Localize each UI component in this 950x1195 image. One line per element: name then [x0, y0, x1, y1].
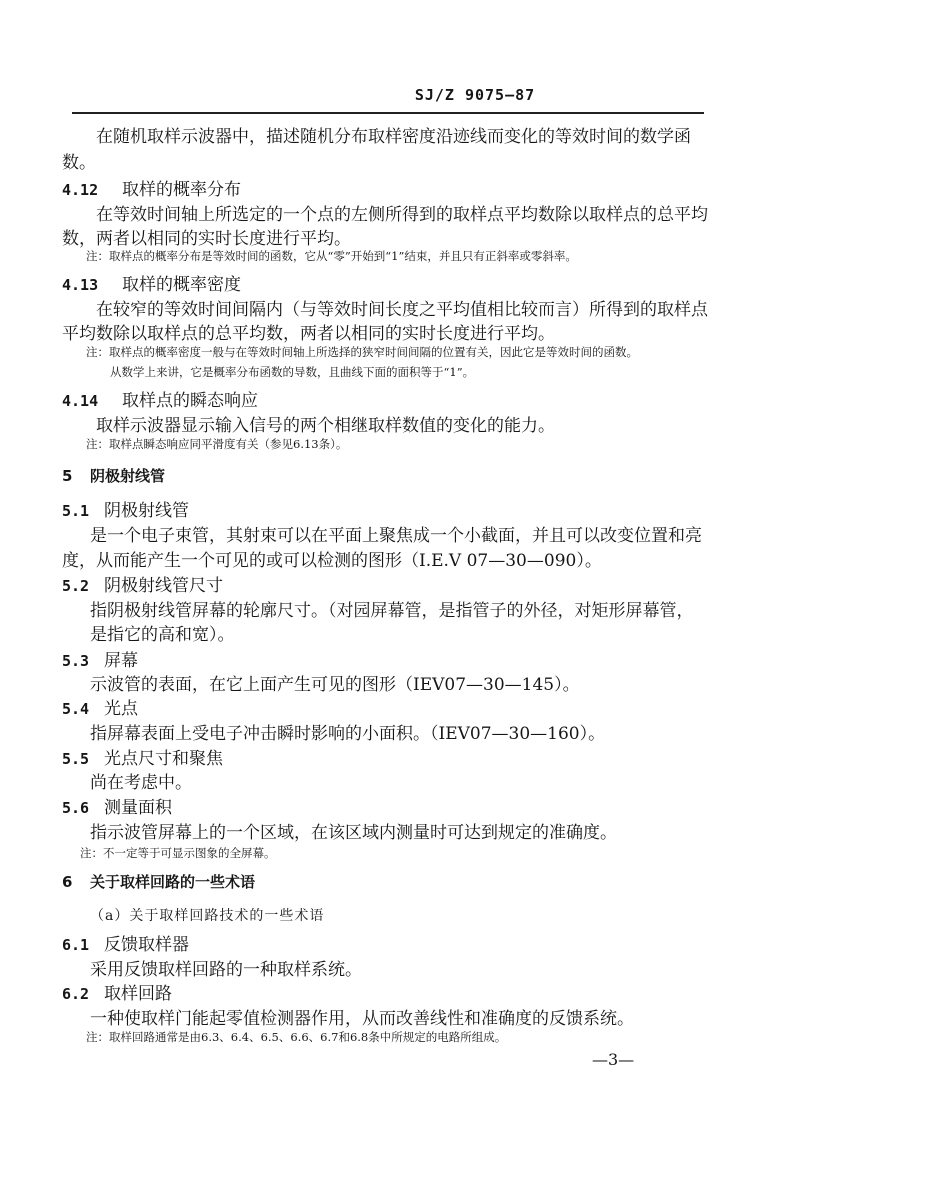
clause-5-4-heading [62, 694, 138, 719]
clause-number: 5.6 [62, 799, 90, 817]
section-6-heading [62, 871, 255, 892]
clause-title: 测量面积 [104, 798, 172, 818]
clause-number: 4.14 [62, 392, 99, 410]
paragraph-line: 取样示波器显示输入信号的两个相继取样数值的变化的能力。 [96, 416, 555, 436]
clause-title: 取样点的瞬态响应 [122, 391, 258, 411]
header-rule [72, 112, 704, 114]
paragraph-line: 采用反馈取样回路的一种取样系统。 [90, 960, 362, 980]
clause-number: 5.5 [62, 750, 90, 768]
section-title: 关于取样回路的一些术语 [90, 873, 256, 891]
paragraph-line: 示波管的表面，在它上面产生可见的图形（IEV07—30—145）。 [90, 675, 580, 695]
clause-title: 取样的概率密度 [122, 275, 241, 295]
paragraph-line: 在较窄的等效时间间隔内（与等效时间长度之平均值相比较而言）所得到的取样点 [96, 300, 708, 320]
clause-5-1-heading [62, 496, 189, 521]
clause-6-2-heading [62, 979, 172, 1004]
clause-number: 5.1 [62, 502, 90, 520]
note: 注：取样点的概率分布是等效时间的函数，它从“零”开始到“1”结束，并且只有正斜率或零斜率。 [86, 249, 577, 263]
note-continued: 从数学上来讲，它是概率分布函数的导数，且曲线下面的面积等于“1”。 [110, 365, 475, 379]
paragraph-line: 尚在考虑中。 [90, 773, 192, 793]
section-number: 6 [62, 873, 73, 891]
clause-title: 屏幕 [104, 651, 138, 671]
note: 注：不一定等于可显示图象的全屏幕。 [80, 846, 276, 860]
clause-title: 阴极射线管尺寸 [104, 576, 223, 596]
page-number: —3— [592, 1050, 635, 1069]
clause-number: 5.3 [62, 652, 90, 670]
clause-number: 6.2 [62, 985, 90, 1003]
paragraph-line: 在随机取样示波器中，描述随机分布取样密度沿迹线而变化的等效时间的数学函 [96, 127, 691, 147]
note: 注：取样点瞬态响应同平滑度有关（参见6.13条）。 [86, 437, 348, 451]
paragraph-line: 指屏幕表面上受电子冲击瞬时影响的小面积。（IEV07—30—160）。 [90, 724, 606, 744]
clause-5-2-heading [62, 571, 223, 596]
clause-title: 反馈取样器 [104, 935, 189, 955]
clause-5-5-heading [62, 744, 223, 769]
clause-6-1-heading [62, 930, 189, 955]
clause-title: 光点尺寸和聚焦 [104, 749, 223, 769]
clause-4-13-heading [62, 270, 241, 295]
clause-number: 5.4 [62, 700, 90, 718]
paragraph-line: 是一个电子束管，其射束可以在平面上聚焦成一个小截面，并且可以改变位置和亮 [90, 526, 702, 546]
paragraph-line: 指阴极射线管屏幕的轮廓尺寸。（对园屏幕管，是指管子的外径，对矩形屏幕管， [90, 601, 694, 621]
paragraph-line: 指示波管屏幕上的一个区域，在该区域内测量时可达到规定的准确度。 [90, 823, 617, 843]
section-5-heading [62, 465, 165, 486]
paragraph-line: 度，从而能产生一个可见的或可以检测的图形（I.E.V 07—30—090）。 [62, 551, 602, 571]
paragraph-line: 数。 [62, 153, 96, 173]
clause-number: 4.13 [62, 276, 99, 294]
clause-title: 取样回路 [104, 984, 172, 1004]
clause-title: 光点 [104, 699, 138, 719]
note: 注：取样回路通常是由6.3、6.4、6.5、6.6、6.7和6.8条中所规定的电路所组成。 [86, 1030, 507, 1044]
note: 注：取样点的概率密度一般与在等效时间轴上所选择的狭窄时间间隔的位置有关，因此它是等效时间的函数。 [86, 345, 638, 359]
standard-code: SJ/Z 9075—87 [414, 86, 536, 104]
clause-5-6-heading [62, 793, 172, 818]
paragraph-line: 数，两者以相同的实时长度进行平均。 [62, 229, 351, 249]
clause-4-14-heading [62, 386, 258, 411]
paragraph-line: 一种使取样门能起零值检测器作用，从而改善线性和准确度的反馈系统。 [90, 1009, 634, 1029]
clause-number: 4.12 [62, 181, 99, 199]
clause-title: 取样的概率分布 [122, 180, 241, 200]
clause-5-3-heading [62, 646, 138, 671]
clause-title: 阴极射线管 [104, 501, 189, 521]
subheading: （a）关于取样回路技术的一些术语 [90, 908, 325, 924]
paragraph-line: 是指它的高和宽）。 [90, 625, 235, 645]
paragraph-line: 在等效时间轴上所选定的一个点的左侧所得到的取样点平均数除以取样点的总平均 [96, 205, 708, 225]
clause-4-12-heading [62, 175, 241, 200]
section-number: 5 [62, 467, 73, 485]
section-title: 阴极射线管 [90, 467, 166, 485]
clause-number: 6.1 [62, 936, 90, 954]
paragraph-line: 平均数除以取样点的总平均数，两者以相同的实时长度进行平均。 [62, 324, 555, 344]
clause-number: 5.2 [62, 577, 90, 595]
